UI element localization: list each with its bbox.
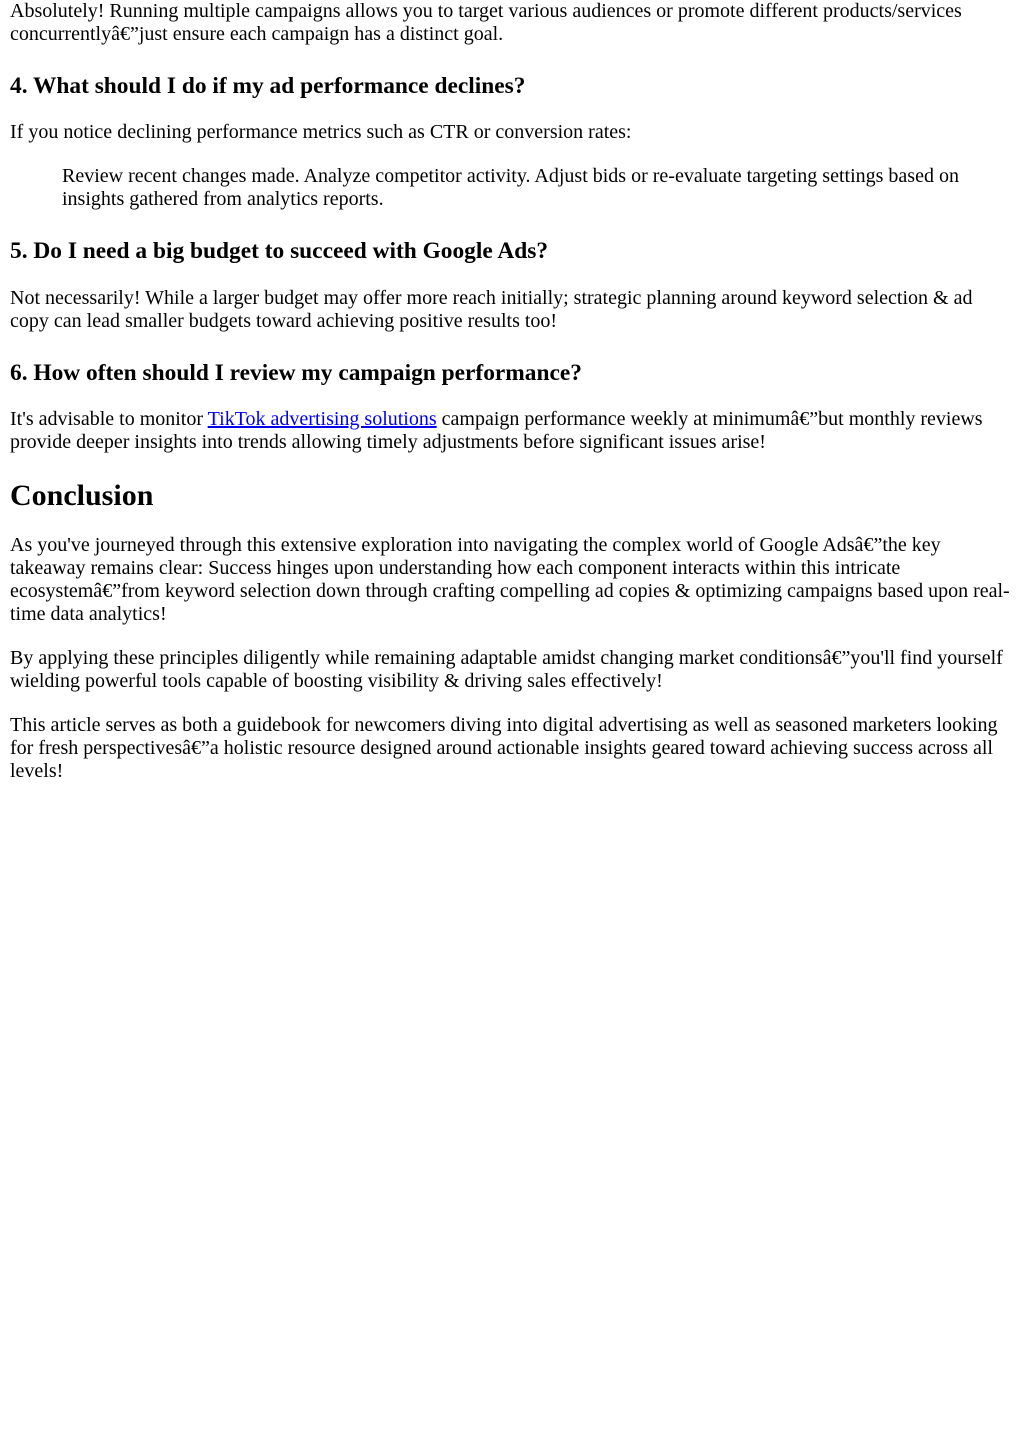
faq-6-text-before: It's advisable to monitor <box>10 408 208 430</box>
faq-6-text-after: campaign performance weekly at minimumâ€”but monthly reviews provide deeper insights into trends allowing timely adjustments before significant issues arise! <box>10 408 983 453</box>
conclusion-paragraph-1: As you've journeyed through this extensive exploration into navigating the complex world of Google Adsâ€”the key takeaway remains clear: Success hinges upon understanding how each component interacts within this intricate ecosystemâ€”from keyword selection down through crafting compelling ad copies & optimizing campaigns based upon real-time data analytics! <box>10 534 1010 625</box>
conclusion-paragraph-3: This article serves as both a guidebook for newcomers diving into digital advertising as well as seasoned marketers looking for fresh perspectivesâ€”a holistic resource designed around actionable insights geared toward achieving success across all levels! <box>10 714 998 782</box>
faq-4-quote: Review recent changes made. Analyze competitor activity. Adjust bids or re-evaluate targeting settings based on insights gathered from analytics reports. <box>62 165 959 210</box>
faq-6-paragraph <box>10 408 1014 454</box>
faq-4-paragraph: If you notice declining performance metrics such as CTR or conversion rates: <box>10 121 632 143</box>
tiktok-advertising-link[interactable]: TikTok advertising solutions <box>207 408 437 430</box>
intro-paragraph: Absolutely! Running multiple campaigns allows you to target various audiences or promote different products/services concurrentlyâ€”just ensure each campaign has a distinct goal. <box>10 0 962 45</box>
conclusion-paragraph-2: By applying these principles diligently while remaining adaptable amidst changing market conditionsâ€”you'll find yourself wielding powerful tools capable of boosting visibility & driving sales effectively! <box>10 647 1003 692</box>
faq-6-heading: 6. How often should I review my campaign performance? <box>10 360 582 386</box>
conclusion-heading: Conclusion <box>10 479 154 512</box>
faq-5-heading: 5. Do I need a big budget to succeed with Google Ads? <box>10 238 549 264</box>
faq-5-paragraph: Not necessarily! While a larger budget may offer more reach initially; strategic planning around keyword selection & ad copy can lead smaller budgets toward achieving positive results too! <box>10 287 973 332</box>
faq-4-heading: 4. What should I do if my ad performance declines? <box>10 73 526 99</box>
